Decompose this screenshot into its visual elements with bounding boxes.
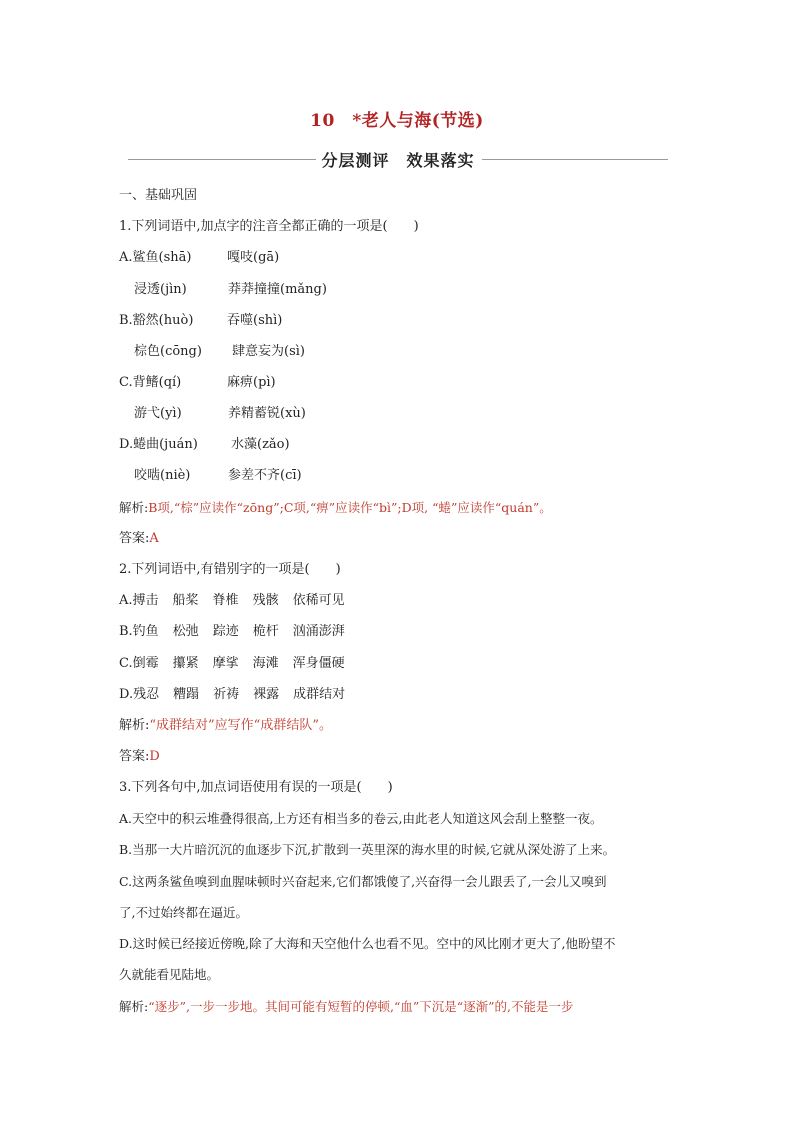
- q1-a-word1: A.鲨鱼(shā): [119, 250, 192, 265]
- q1-c-word2: 麻痹(pì): [227, 375, 276, 390]
- q1-analysis-label: 解析:: [119, 500, 149, 515]
- q2-option-a: [119, 592, 359, 610]
- q2-option-d: [119, 686, 359, 704]
- q2-d-term: D.残忍: [119, 687, 160, 702]
- q2-answer-value: D: [149, 749, 160, 764]
- q1-stem: 1.下列词语中,加点字的注音全都正确的一项是( ): [119, 219, 419, 234]
- q2-d-term: 成群结对: [293, 687, 346, 702]
- q1-analysis-text: B项,“棕”应读作“zōng”;C项,“痹”应读作“bì”;D项, “蜷”应读作“quán”。: [148, 500, 552, 515]
- q2-d-term: 裸露: [253, 687, 280, 702]
- q1-option-a-cont: [134, 281, 327, 299]
- q2-a-term: 残骸: [252, 593, 279, 608]
- section-banner: [128, 146, 668, 172]
- q1-b-word3: 棕色(cōng): [134, 344, 202, 359]
- q3-option-b: B.当那一大片暗沉沉的血逐步下沉,扩散到一英里深的海水里的时候,它就从深处游了上来。: [119, 842, 616, 857]
- q3-option-d: D.这时候已经接近傍晚,除了大海和天空他什么也看不见。空中的风比刚才更大了,他盼望不: [119, 936, 616, 951]
- q1-answer-label: 答案:: [119, 531, 150, 546]
- q1-analysis: [119, 499, 552, 517]
- q1-option-d: [119, 436, 290, 454]
- q3-analysis: [119, 998, 573, 1016]
- q2-c-term: 海滩: [252, 656, 279, 671]
- q1-d-word3: 咬啮(niè): [134, 468, 191, 483]
- q2-d-term: 糟蹋: [173, 687, 200, 702]
- q1-c-word1: C.背鳍(qí): [119, 375, 182, 390]
- q2-a-term: 依稀可见: [292, 593, 345, 608]
- q1-c-word4: 养精蓄锐(xù): [228, 406, 306, 421]
- banner-rule-right: [482, 159, 668, 160]
- q1-d-word1: D.蜷曲(juán): [119, 437, 198, 452]
- q3-stem: 3.下列各句中,加点词语使用有误的一项是( ): [119, 780, 393, 795]
- q1-b-word2: 吞噬(shì): [227, 313, 283, 328]
- q2-c-term: 浑身僵硬: [292, 656, 345, 671]
- q2-b-term: 桅杆: [252, 624, 279, 639]
- q3-option-a: A.天空中的积云堆叠得很高,上方还有相当多的卷云,由此老人知道这风会刮上整整一夜。: [119, 811, 603, 826]
- q2-c-term: 攥紧: [172, 656, 199, 671]
- q1-option-b-cont: [134, 343, 305, 361]
- q1-c-word3: 游弋(yì): [134, 406, 182, 421]
- q3-option-d-cont: 久就能看见陆地。: [119, 967, 220, 982]
- q3-option-c-cont: 了,不过始终都在逼近。: [119, 905, 248, 920]
- q1-a-word2: 嘎吱(gā): [227, 250, 280, 265]
- q1-answer-value: A: [149, 531, 159, 546]
- q2-a-term: A.搏击: [119, 593, 159, 608]
- q2-b-term: 松弛: [172, 624, 199, 639]
- q1-d-word4: 参差不齐(cī): [228, 468, 302, 483]
- q1-b-word4: 肆意妄为(sì): [232, 344, 305, 359]
- q3-analysis-text: “逐步”,一步一步地。其间可能有短暂的停顿,“血”下沉是“逐渐”的,不能是一步: [148, 999, 574, 1014]
- q1-option-c-cont: [134, 405, 306, 423]
- q2-d-term: 祈祷: [213, 687, 240, 702]
- q2-option-b: [119, 623, 359, 641]
- q2-b-term: 汹涌澎湃: [292, 624, 345, 639]
- q1-option-b: [119, 312, 282, 330]
- q2-analysis-label: 解析:: [119, 718, 150, 733]
- q2-stem: 2.下列词语中,有错别字的一项是( ): [119, 562, 341, 577]
- q2-analysis-text: “成群结对”应写作“成群结队”。: [149, 718, 332, 733]
- page-title: 10 *老人与海(节选): [310, 111, 484, 131]
- section-heading: 一、基础巩固: [119, 188, 198, 203]
- q1-option-a: [119, 249, 279, 267]
- q1-answer: [119, 530, 159, 548]
- q2-c-term: 摩挲: [212, 656, 239, 671]
- banner-title: 分层测评 效果落实: [321, 151, 475, 170]
- q2-c-term: C.倒霉: [119, 656, 159, 671]
- q1-d-word2: 水藻(zǎo): [231, 437, 290, 452]
- q1-a-word4: 莽莽撞撞(mǎng): [228, 282, 327, 297]
- q1-a-word3: 浸透(jìn): [134, 282, 187, 297]
- q1-b-word1: B.豁然(huò): [119, 313, 194, 328]
- q3-analysis-label: 解析:: [119, 999, 149, 1014]
- q1-option-c: [119, 374, 276, 392]
- q3-option-c: C.这两条鲨鱼嗅到血腥味顿时兴奋起来,它们都饿傻了,兴奋得一会儿跟丢了,一会儿又嗅到: [119, 874, 607, 889]
- q2-answer: [119, 748, 160, 766]
- q2-option-c: [119, 655, 359, 673]
- q1-option-d-cont: [134, 467, 302, 485]
- q2-a-term: 船桨: [172, 593, 199, 608]
- q2-b-term: B.钓鱼: [119, 624, 159, 639]
- q2-b-term: 踪迹: [212, 624, 239, 639]
- q2-a-term: 脊椎: [212, 593, 239, 608]
- q2-analysis: [119, 717, 332, 735]
- q2-answer-label: 答案:: [119, 749, 150, 764]
